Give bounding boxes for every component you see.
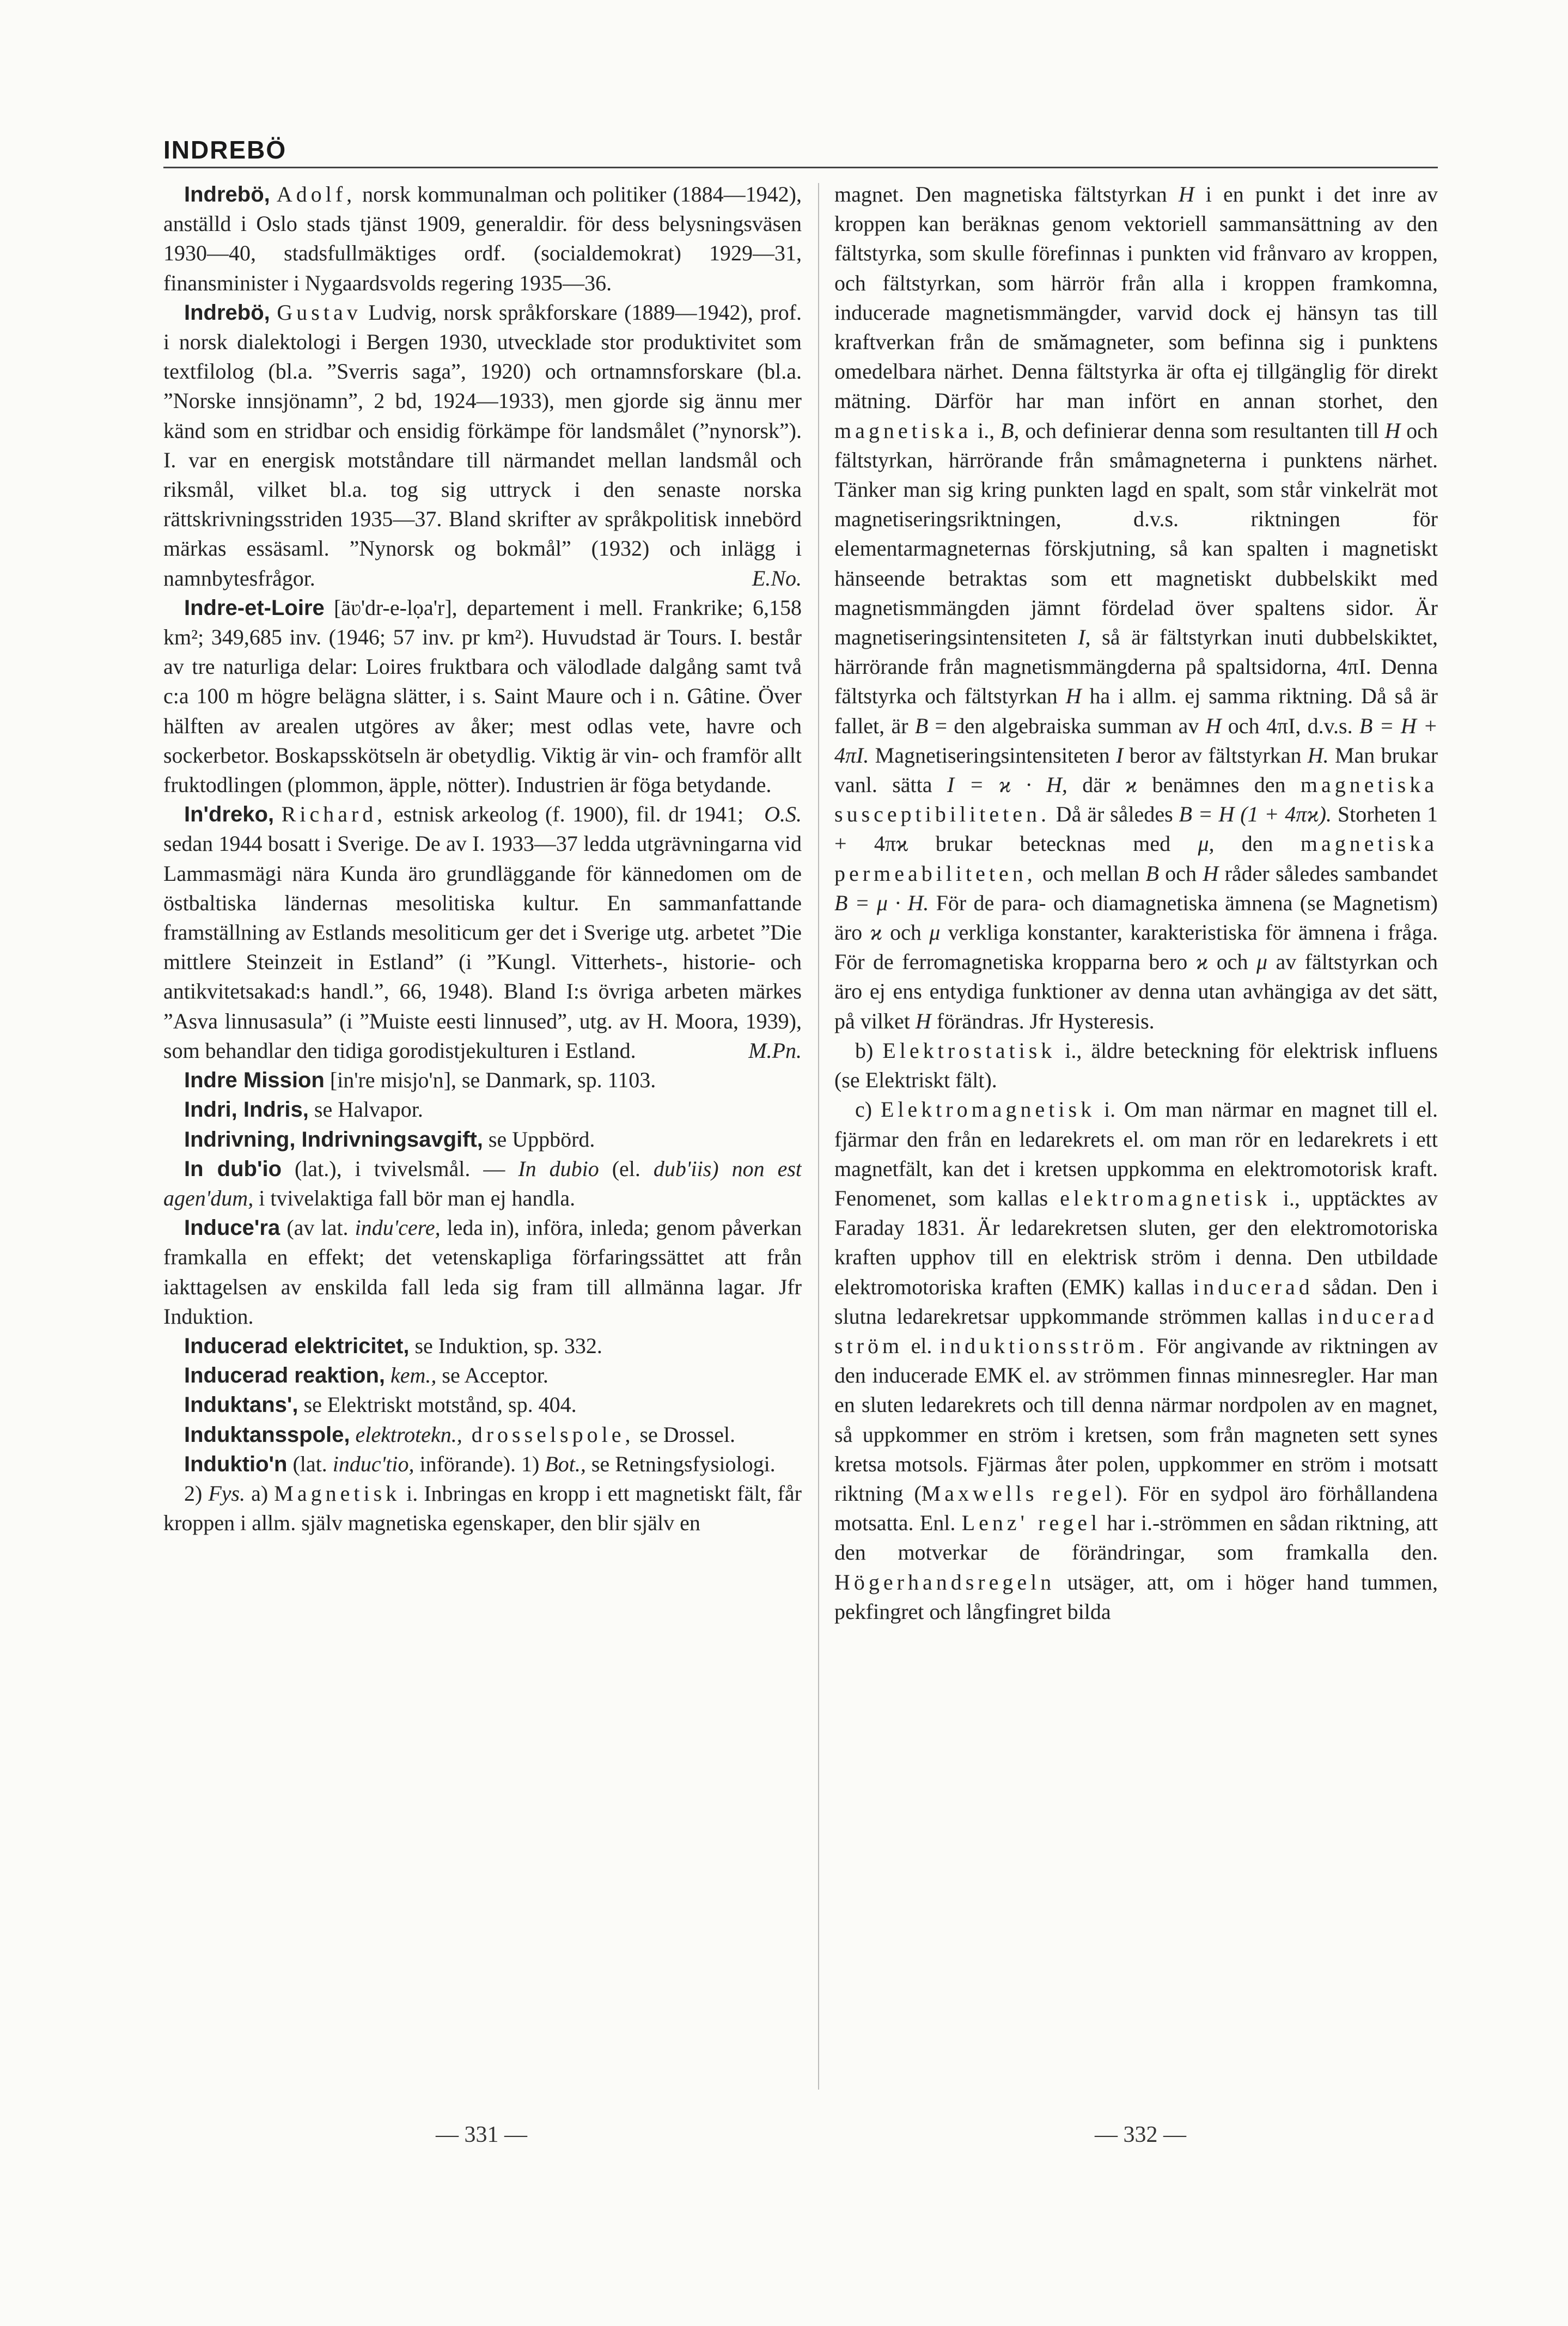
entry-indre-mission: Indre Mission [in're misjo'n], se Danmark, sp. 1103.: [184, 1068, 656, 1093]
entry-indreko: In'dreko, Richard, estnisk arkeolog (f. 1900), fil. dr 1941; sedan 1944 bosatt i Sverige. De av I. 1933—37 ledda utgrävningarna vid Lammasmägi nära Kunda äro grundläggande för kännedomen om de östbaltiska ländernas mesolitiska kultur. En sammanfattande framställning av Estlands mesoliticum ger det i Sverige utg. arbetet ”Die mittlere Steinzeit in Estland” (i ”Kungl. Vitterhets-, historie- och antikvitetsakad:s handl.”, 66, 1948). Bland I:s övriga arbeten märkes ”Asva linnusasula” (i ”Muiste eesti linnused”, utg. av H. Moora, 1939), som behandlar den tidiga gorodistjekulturen i Estland. M.Pn.: [163, 800, 802, 1065]
entry-inducerad-reaktion: Inducerad reaktion, kem., se Acceptor.: [184, 1363, 548, 1388]
column-divider: [818, 183, 819, 2090]
entry-induktans: Induktans', se Elektriskt motstånd, sp. 404.: [184, 1392, 577, 1417]
entry-induktion: Induktio'n (lat. induc'tio, införande). 1) Bot., se Retningsfysiologi.: [184, 1451, 776, 1476]
entry-indrebo-gustav: Indrebö, Gustav Ludvig, norsk språkforskare (1889—1942), prof. i norsk dialektologi i Bergen 1930, utvecklade stor produktivitet som textfilolog (bl.a. ”Sverris saga”, 1920) och ortnamnsforskare (bl.a. ”Norske innsjönamn”, 2 bd, 1924—1933), men gjorde sig ännu mer känd som en stridbar och ensidig förkämpe för landsmålet (”nynorsk”). I. var en energisk motståndare till närmandet mellan landsmål och riksmål, vilket bl.a. tog sig uttryck i den senaste norska rättskrivningsstriden 1935—37. Bland skrifter av språkpolitisk innebörd märkas essäsaml. ”Nynorsk og bokmål” (1932) och inlägg i namnbytesfrågor. E.No.: [163, 298, 802, 593]
page-number-left: — 331 —: [436, 2122, 527, 2147]
entry-inducera: Induce'ra (av lat. indu'cere, leda in), införa, inleda; genom påverkan framkalla en effekt; det vetenskapliga förfaringssättet att från iakttagelsen av enskilda fall leda sig fram till allmänna lagar. Jfr Induktion.: [163, 1215, 802, 1329]
entry-indre-et-loire: Indre-et-Loire [äʋ'dr-e-lọa'r], departement i mell. Frankrike; 6,158 km²; 349,685 inv. (1946; 57 inv. pr km²). Huvudstad är Tours. I. består av tre naturliga delar: Loires fruktbara och välodlade dalgång samt två c:a 100 m högre belägna slätter, i s. Saint Maure och i n. Gâtine. Över hälften av arealen utgöres av åker; mest odlas vete, havre och sockerbetor. Boskapsskötseln är obetydlig. Viktig är vin- och framför allt fruktodlingen (plommon, äpple, nötter). Industrien är föga betydande. O.S.: [163, 593, 802, 800]
page-number-right: — 332 —: [1095, 2122, 1186, 2147]
paragraph-elektromagnetisk-induktion: c) Elektromagnetisk i. Om man närmar en magnet till el. fjärmar den från en ledarekrets el. om man rör en ledarekrets i ett magnetfält, kan det i kretsen uppkomma en elektromotorisk kraft. Fenomenet, som kallas elektromagnetisk i., upptäcktes av Faraday 1831. Är ledarekretsen sluten, ger den elektromotoriska kraften upphov till en elektrisk ström i denna. Den utbildade elektromotoriska kraften (EMK) kallas inducerad sådan. Den i slutna ledarekretsar uppkommande strömmen kallas inducerad ström el. induktionsström. För angivande av riktningen av den inducerade EMK el. av strömmen finnas minnesregler. Har man en sluten ledarekrets och till denna närmar nordpolen av en magnet, så uppkommer en ström i kretsen, som från magneten sett synes kretsa motsols. Fjärmas åter polen, uppkommer en ström i motsatt riktning (Maxwells regel). För en sydpol äro förhållandena motsatta. Enl. Lenz' regel har i.-strömmen en sådan riktning, att den motverkar de förändringar, som framkalla den. Högerhandsregeln utsäger, att, om i höger hand tummen, pekfingret och långfingret bilda: [834, 1097, 1438, 1624]
left-column: [163, 180, 802, 2103]
signature: E.No.: [752, 565, 802, 590]
paragraph-magnetisk-induktion: magnet. Den magnetiska fältstyrkan H i en punkt i det inre av kroppen kan beräknas genom vektoriell sammansättning av den fältstyrka, som skulle förefinnas i punkten vid frånvaro av kroppen, och fältstyrkan, som härrör från alla i kroppen framkomna, inducerade magnetismmängder, varvid dock ej hänsyn tas till kraftverkan från de smămagneter, som befinna sig i punktens omedelbara närhet. Denna fältstyrka är ofta ej tillgänglig för direkt mätning. Därför har man infört en annan storhet, den magnetiska i., B, och definierar denna som resultanten till H och fältstyrkan, härrörande från småmagneterna i punktens närhet. Tänker man sig kring punkten lagd en spalt, som står vinkelrät mot magnetiseringsriktningen, d.v.s. riktningen för elementarmagneternas förskjutning, så kan spalten i magnetiskt hänseende betraktas som ett magnetiskt dubbelskikt med magnetismmängden jämnt fördelad över spaltens sidor. Är magnetiseringsintensiteten I, så är fältstyrkan inuti dubbelskiktet, härrörande från magnetismmängderna på spaltsidorna, 4πI. Denna fältstyrka och fältstyrkan H ha i allm. ej samma riktning. Då så är fallet, är B = den algebraiska summan av H och 4πI, d.v.s. B = H + 4πI. Magnetiseringsintensiteten I beror av fältstyrkan H. Man brukar vanl. sätta I = ϰ · H, där ϰ benämnes den magnetiska susceptibiliteten. Då är således B = H (1 + 4πϰ). Storheten 1 + 4πϰ brukar betecknas med μ, den magnetiska permeabiliteten, och mellan B och H råder således sambandet B = μ · H. För de para- och diamagnetiska ämnena (se Magnetism) äro ϰ och μ verkliga konstanter, karakteristiska för ämnena i fråga. För de ferromagnetiska kropparna bero ϰ och μ av fältstyrkan och äro ej ens entydiga funktioner av denna utan avhängiga av det sätt, på vilket H förändras. Jfr Hysteresis.: [834, 182, 1438, 1033]
running-head: INDREBÖ: [163, 136, 287, 164]
entry-indrebo-adolf: Indrebö, Adolf, norsk kommunalman och politiker (1884—1942), anställd i Oslo stads tjänst 1909, generaldir. för dess belysningsväsen 1930—40, stadsfullmäktiges ordf. (socialdemokrat) 1929—31, finansminister i Nygaardsvolds regering 1935—36.: [163, 182, 802, 295]
entry-in-dubio: In dub'io (lat.), i tvivelsmål. — In dubio (el. dub'iis) non est agen'dum, i tvivelaktiga fall bör man ej handla.: [163, 1156, 802, 1210]
signature: O.S.: [764, 802, 802, 827]
entry-indri: Indri, Indris, se Halvapor.: [184, 1097, 423, 1122]
paragraph-elektrostatisk-induktion: b) Elektrostatisk i., äldre beteckning för elektrisk influens (se Elektriskt fält).: [834, 1038, 1438, 1093]
entry-inducerad-elektricitet: Inducerad elektricitet, se Induktion, sp. 332.: [184, 1333, 602, 1358]
header-rule: [163, 167, 1438, 168]
entry-indrivning: Indrivning, Indrivningsavgift, se Uppbörd.: [184, 1127, 595, 1152]
entry-induktansspole: Induktansspole, elektrotekn., drosselspole, se Drossel.: [184, 1422, 735, 1447]
right-column: [834, 180, 1438, 2103]
signature: M.Pn.: [748, 1038, 802, 1063]
entry-induktion-fys: 2) Fys. a) Magnetisk i. Inbringas en kropp i ett magnetiskt fält, får kroppen i allm. själv magnetiska egenskaper, den blir själv en: [163, 1481, 802, 1536]
